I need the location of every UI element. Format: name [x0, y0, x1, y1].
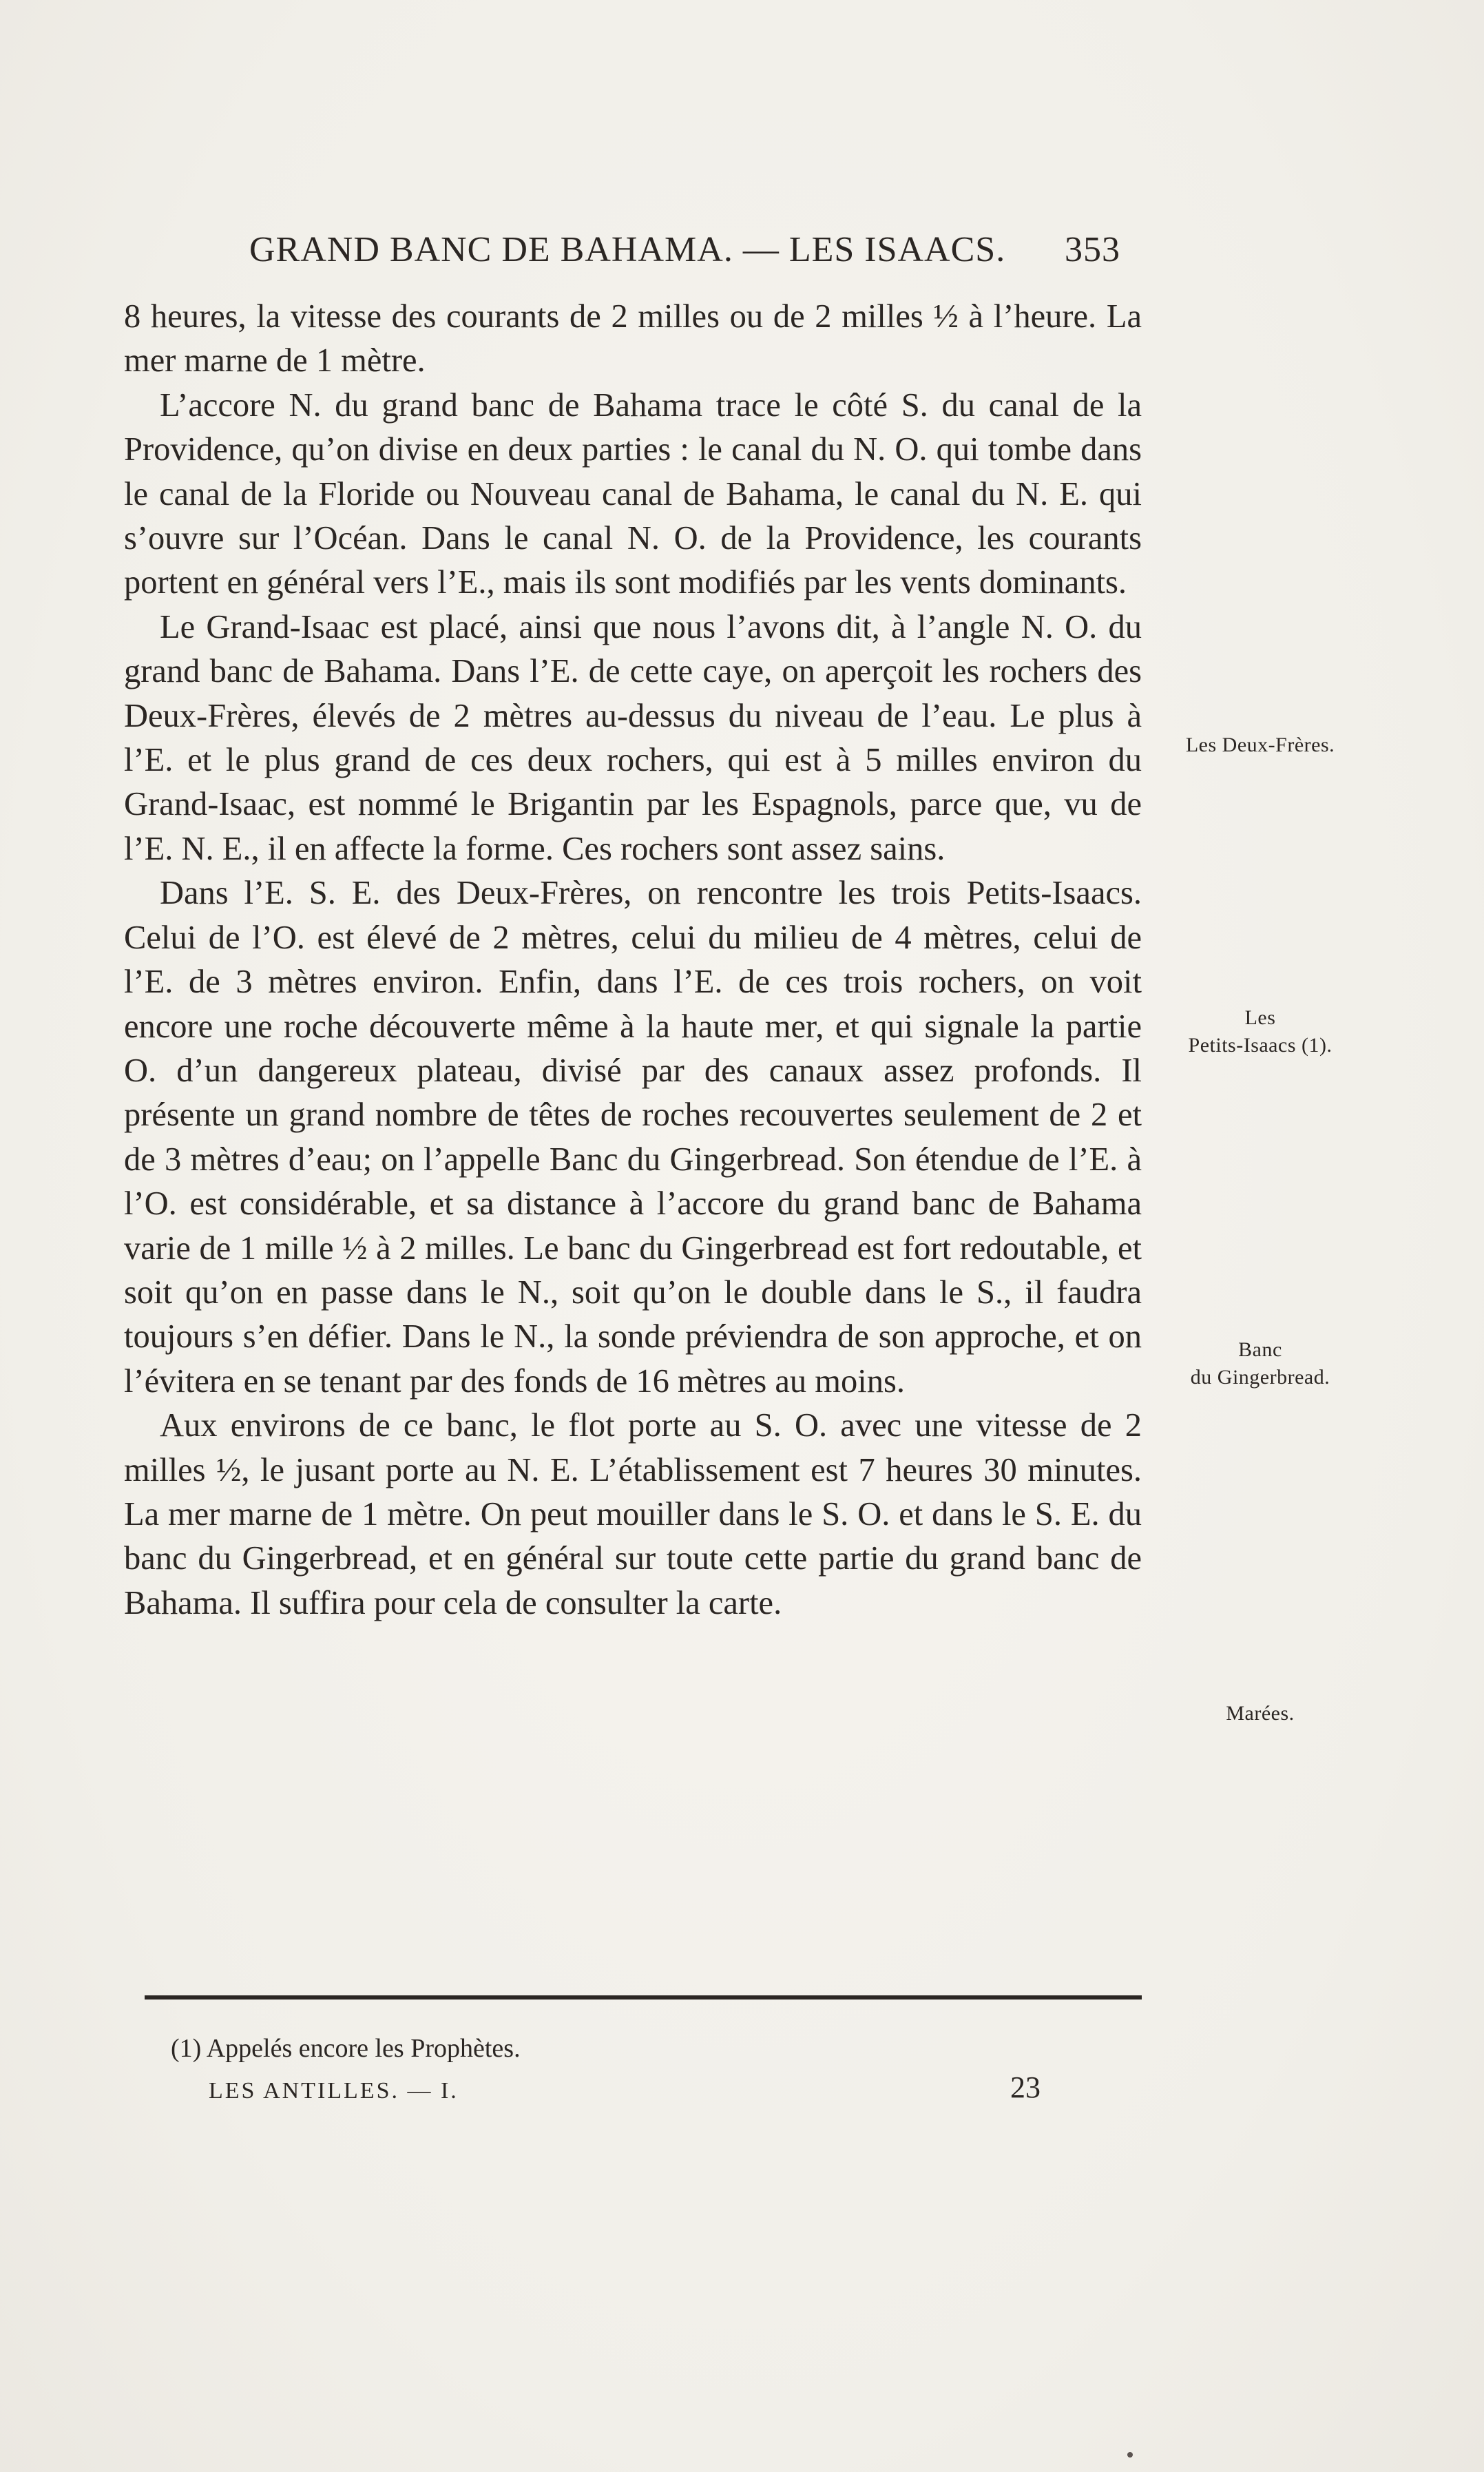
paragraph-1: 8 heures, la vitesse des courants de 2 milles ou de 2 milles ½ à l’heure. La mer marne de 1 mètre. [124, 298, 1142, 380]
page-number: 353 [1065, 230, 1120, 269]
paragraph-4: Dans l’E. S. E. des Deux-Frères, on rencontre les trois Petits-Isaacs. Celui de l’O. est élevé de 2 mètres, celui du milieu de 4 mètres, celui de l’E. de 3 mètres environ. Enfin, dans l’E. de ces trois rochers, on voit encore une roche découverte même à la haute mer, et qui signale la partie O. d’un dangereux plateau, divisé par des canaux assez profonds. Il présente un grand nombre de têtes de roches recouvertes seulement de 2 et de 3 mètres d’eau; on l’appelle Banc du Gingerbread. Son étendue de l’E. à l’O. est considérable, et sa distance à l’accore du grand banc de Bahama varie de 1 mille ½ à 2 milles. Le banc du Gingerbread est fort redoutable, et soit qu’on en passe dans le N., soit qu’on le double dans le S., il faudra toujours s’en défier. Dans le N., la sonde préviendra de son approche, et on l’évitera en se tenant par des fonds de 16 mètres au moins. [124, 875, 1142, 1400]
margin-note-gingerbread-line2: du Gingerbread. [1190, 1366, 1330, 1389]
running-title: GRAND BANC DE BAHAMA. — LES ISAACS. [249, 230, 1006, 269]
running-header [249, 229, 1120, 284]
margin-note-deux-freres-text: Les Deux-Frères. [1185, 734, 1335, 756]
margin-note-gingerbread [1157, 1336, 1363, 1391]
footnote: (1) Appelés encore les Prophètes. [171, 2034, 521, 2063]
margin-note-marees-text: Marées. [1226, 1702, 1295, 1725]
margin-note-gingerbread-line1: Banc [1238, 1338, 1282, 1361]
margin-note-petits-isaacs-line1: Les [1244, 1006, 1276, 1029]
margin-note-deux-freres [1157, 731, 1363, 759]
paragraph-3: Le Grand-Isaac est placé, ainsi que nous l’avons dit, à l’angle N. O. du grand banc de Bahama. Dans l’E. de cette caye, on aperçoit les rochers des Deux-Frères, élevés de 2 mètres au-dessus du niveau de l’eau. Le plus à l’E. et le plus grand de ces deux rochers, qui est à 5 milles environ du Grand-Isaac, est nommé le Brigantin par les Espagnols, parce que, vu de l’E. N. E., il en affecte la forme. Ces rochers sont assez sains. [124, 608, 1142, 867]
main-text [124, 295, 1142, 1626]
sheet-number: 23 [1010, 2070, 1041, 2104]
footnote-divider [145, 1995, 1142, 2000]
printer-signature: LES ANTILLES. — I. [209, 2078, 459, 2104]
paragraph-5: Aux environs de ce banc, le flot porte au S. O. avec une vitesse de 2 milles ½, le jusant porte au N. E. L’établissement est 7 heures 30 minutes. La mer marne de 1 mètre. On peut mouiller dans le S. O. et dans le S. E. du banc du Gingerbread, et en général sur toute cette partie du grand banc de Bahama. Il suffira pour cela de consulter la carte. [124, 1407, 1142, 1621]
margin-note-marees [1157, 1700, 1363, 1727]
paper-speck [1127, 2452, 1133, 2458]
margin-note-petits-isaacs-line2: Petits-Isaacs (1). [1188, 1034, 1333, 1057]
paragraph-2: L’accore N. du grand banc de Bahama trace le côté S. du canal de la Providence, qu’on divise en deux parties : le canal du N. O. qui tombe dans le canal de la Floride ou Nouveau canal de Bahama, le canal du N. E. qui s’ouvre sur l’Océan. Dans le canal N. O. de la Providence, les courants portent en général vers l’E., mais ils sont modifiés par les vents dominants. [124, 386, 1142, 601]
margin-note-petits-isaacs [1157, 1004, 1363, 1059]
